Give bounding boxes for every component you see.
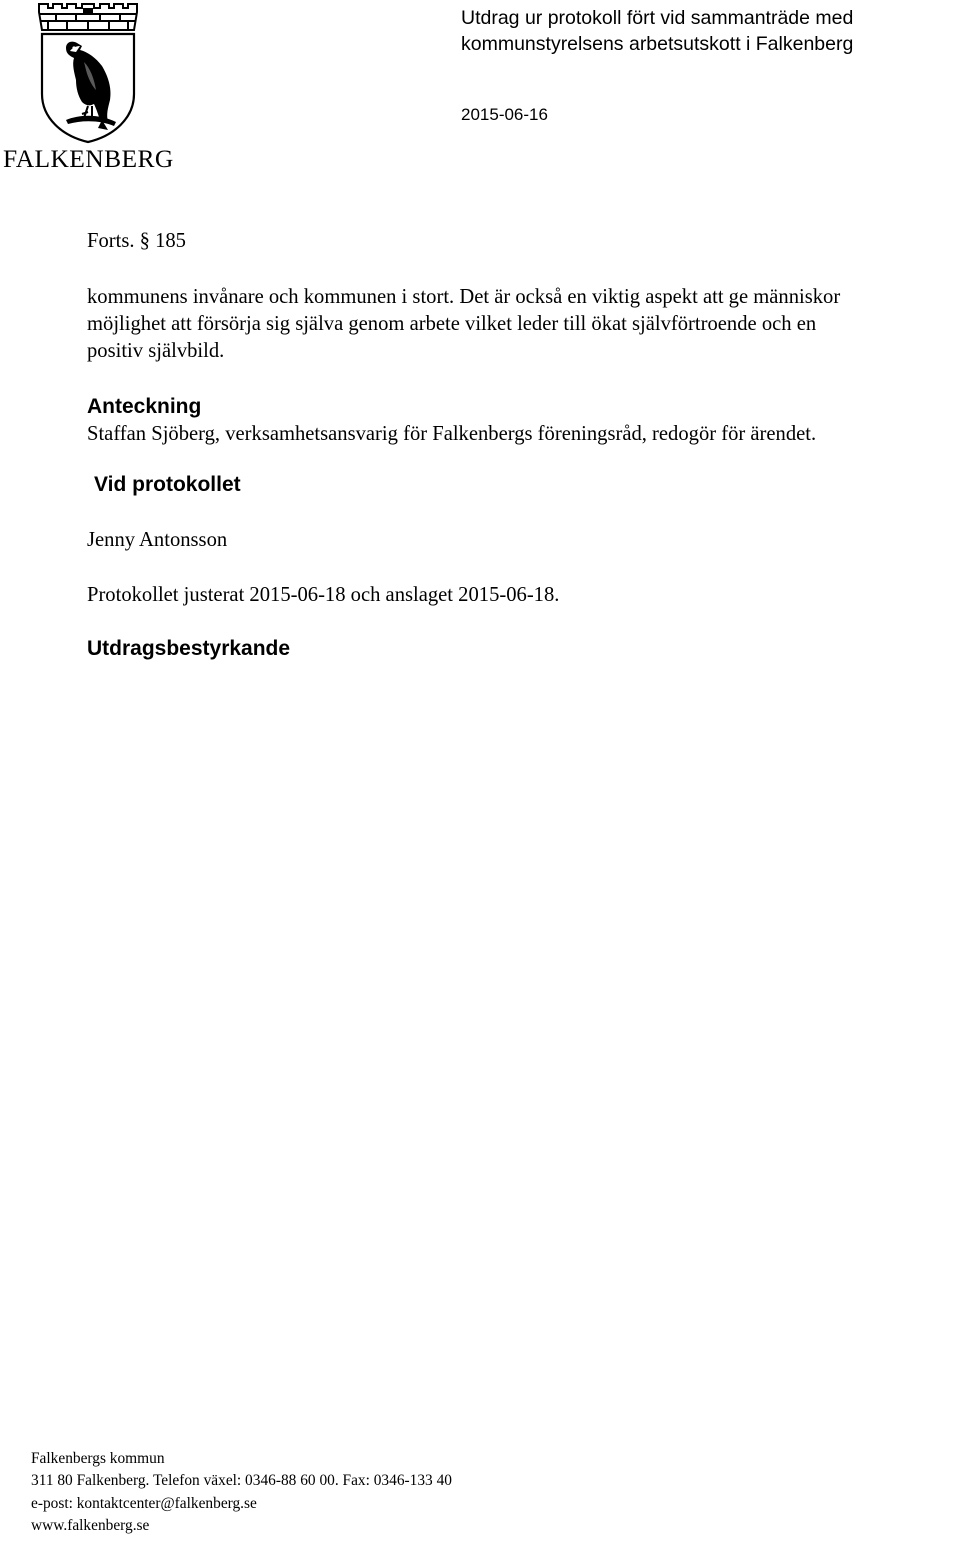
record-heading: Vid protokollet <box>94 473 241 496</box>
secretary-name: Jenny Antonsson <box>87 529 228 551</box>
note-text: Staffan Sjöberg, verksamhetsansvarig för Falkenbergs föreningsråd, redogör för ärendet. <box>87 423 817 445</box>
justification-text: Protokollet justerat 2015-06-18 och anslaget 2015-06-18. <box>87 584 560 606</box>
document-title <box>461 5 853 57</box>
footer-organization: Falkenbergs kommun <box>31 1450 165 1467</box>
mural-crown <box>39 4 137 30</box>
footer <box>31 1448 452 1537</box>
paragraph-line-1: kommunens invånare och kommunen i stort. Det är också en viktig aspekt att ge människor <box>87 286 841 308</box>
coat-of-arms-icon <box>36 2 140 144</box>
paragraph-line-2: möjlighet att försörja sig själva genom arbete vilket leder till ökat självförtroende och en <box>87 313 817 335</box>
document-title-line-2: kommunstyrelsens arbetsutskott i Falkenberg <box>461 33 854 55</box>
note-heading: Anteckning <box>87 395 202 418</box>
paragraph-line-3: positiv självbild. <box>87 340 225 362</box>
document-date: 2015-06-16 <box>461 105 548 124</box>
section-reference: Forts. § 185 <box>87 230 186 252</box>
municipality-logo-text: FALKENBERG <box>3 144 174 173</box>
certification-heading: Utdragsbestyrkande <box>87 637 291 660</box>
footer-email: e-post: kontaktcenter@falkenberg.se <box>31 1494 257 1512</box>
document-title-line-1: Utdrag ur protokoll fört vid sammanträde med <box>461 7 854 29</box>
footer-address: 311 80 Falkenberg. Telefon växel: 0346-88 60 00. Fax: 0346-133 40 <box>31 1472 452 1490</box>
footer-website: www.falkenberg.se <box>31 1516 150 1534</box>
